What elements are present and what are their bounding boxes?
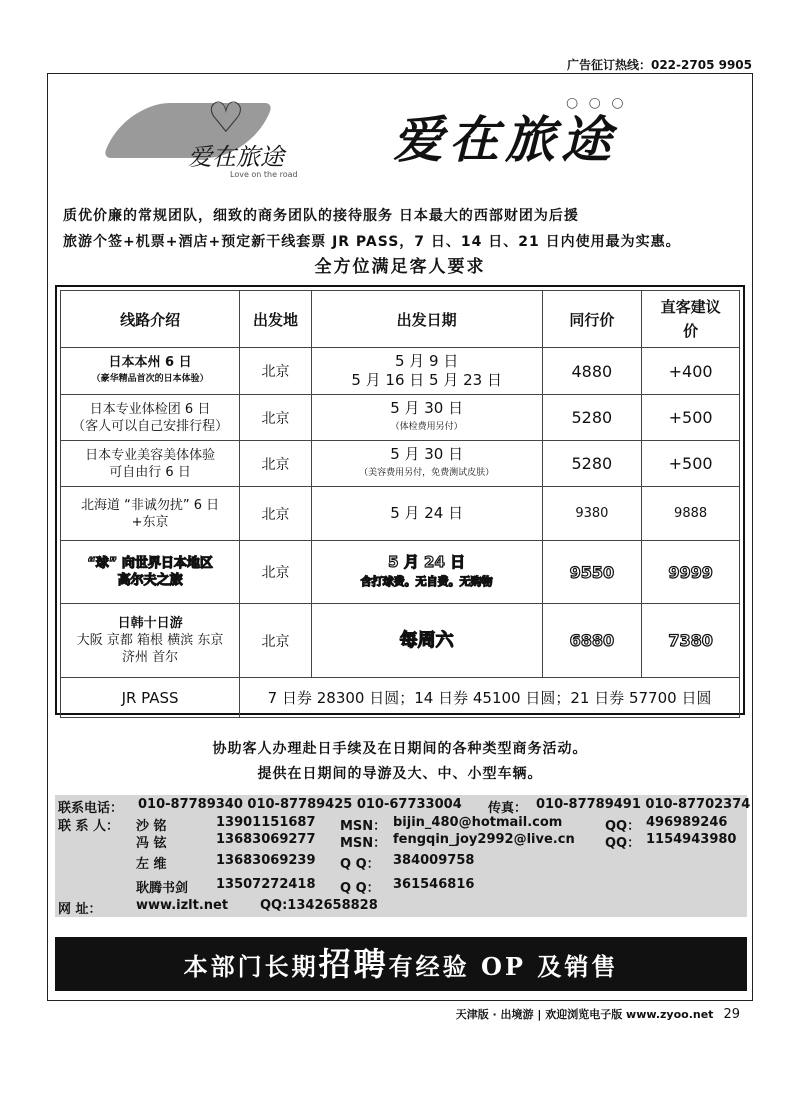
heart-icon: ♡: [207, 93, 245, 142]
retail-price-cell: +500: [642, 441, 740, 487]
person-label: 联 系 人：: [58, 819, 120, 834]
date-cell: 每周六: [311, 604, 542, 678]
person-im-label: Q Q：: [340, 881, 380, 896]
person-im: 384009758: [393, 853, 475, 868]
bubbles-decoration: ○ ○ ○: [566, 95, 627, 111]
header-from: 出发地: [240, 291, 312, 348]
table-row: [61, 487, 740, 541]
retail-price-cell: 7380: [642, 604, 740, 678]
table-row: [61, 395, 740, 441]
header-peer-price: 同行价: [542, 291, 642, 348]
person-qq: 1154943980: [646, 832, 737, 847]
route-cell: 日本专业体检团 6 日 （客人可以自己安排行程）: [61, 395, 240, 441]
web-label: 网 址：: [58, 902, 102, 917]
table-row: [61, 541, 740, 604]
ad-hotline: 广告征订热线：022-2705 9905: [566, 58, 752, 72]
peer-price-cell: 5280: [542, 441, 642, 487]
from-cell: 北京: [240, 348, 312, 395]
person-qq-label: QQ：: [605, 836, 641, 851]
banner-pre: 本部门长期: [183, 952, 319, 981]
contact-box: [55, 795, 751, 917]
assist-line-2: 提供在日期间的导游及大、中、小型车辆。: [257, 766, 543, 782]
person-im: 361546816: [393, 877, 475, 892]
retail-price-cell: +500: [642, 395, 740, 441]
peer-price-cell: 9380: [542, 487, 642, 541]
date-cell: 5 月 30 日 （体检费用另付）: [311, 395, 542, 441]
route-cell: 日本专业美容美体体验 可自由行 6 日: [61, 441, 240, 487]
person-qq-label: QQ：: [605, 819, 641, 834]
intro-line-1: 质优价廉的常规团队，细致的商务团队的接待服务 日本最大的西部财团为后援: [63, 208, 579, 224]
person-im-label: MSN：: [340, 819, 387, 834]
from-cell: 北京: [240, 541, 312, 604]
table-header: [61, 291, 740, 348]
person-tel: 13507272418: [216, 877, 316, 892]
peer-price-cell: 6880: [542, 604, 642, 678]
from-cell: 北京: [240, 487, 312, 541]
date-cell: 5 月 24 日: [311, 487, 542, 541]
table-row: [61, 441, 740, 487]
peer-price-cell: 9550: [542, 541, 642, 604]
website-link[interactable]: www.izlt.net: [136, 898, 229, 913]
retail-price-cell: +400: [642, 348, 740, 395]
logo-left-sub: Love on the road: [230, 170, 298, 179]
person-qq: 496989246: [646, 815, 728, 830]
jr-pass-label: JR PASS: [61, 678, 240, 718]
intro-line-2: 旅游个签+机票+酒店+预定新干线套票 JR PASS，7 日、14 日、21 日内使用最为实惠。: [63, 234, 681, 250]
date-cell: 5 月 24 日 含打球费。无自费。无购物: [311, 541, 542, 604]
header-date: 出发日期: [311, 291, 542, 348]
assist-line-1: 协助客人办理赴日手续及在日期间的各种类型商务活动。: [212, 741, 588, 757]
person-tel: 13901151687: [216, 815, 316, 830]
web-qq: QQ:1342658828: [260, 898, 378, 913]
recruit-banner: [55, 937, 747, 991]
person-name: 耿腾书剑: [136, 881, 189, 896]
jr-pass-row: [61, 678, 740, 718]
logo-left: [113, 93, 313, 183]
phone-label: 联系电话：: [58, 801, 124, 816]
route-cell: “球” 向世界日本地区 高尔夫之旅: [61, 541, 240, 604]
date-cell: 5 月 9 日 5 月 16 日 5 月 23 日: [311, 348, 542, 395]
route-cell: 日本本州 6 日 （豪华精品首次的日本体验）: [61, 348, 240, 395]
person-im-label: MSN：: [340, 836, 387, 851]
peer-price-cell: 5280: [542, 395, 642, 441]
jr-pass-prices: 7 日券 28300 日圆；14 日券 45100 日圆；21 日券 57700 日圆: [240, 678, 740, 718]
retail-price-cell: 9888: [642, 487, 740, 541]
from-cell: 北京: [240, 441, 312, 487]
logo-left-name: 爱在旅途: [188, 143, 284, 171]
footer-text: 天津版 · 出境游 | 欢迎浏览电子版 www.zyoo.net: [455, 1008, 714, 1021]
header-retail-price: 直客建议价: [642, 291, 740, 348]
person-name: 沙 铭: [136, 819, 167, 834]
route-cell: 日韩十日游 大阪 京都 箱根 横滨 东京 济州 首尔: [61, 604, 240, 678]
peer-price-cell: 4880: [542, 348, 642, 395]
from-cell: 北京: [240, 395, 312, 441]
table-row: [61, 604, 740, 678]
fax-label: 传真：: [488, 801, 528, 816]
fax-numbers: 010-87789491 010-87702374: [536, 797, 751, 812]
person-tel: 13683069239: [216, 853, 316, 868]
logo-right: 爱在旅途: [393, 110, 617, 169]
page-number: 29: [723, 1007, 740, 1022]
footer: [456, 1006, 740, 1022]
person-name: 左 维: [136, 857, 167, 872]
banner-highlight: 招聘: [318, 945, 389, 983]
person-tel: 13683069277: [216, 832, 316, 847]
date-cell: 5 月 30 日 （美容费用另付，免费测试皮肤）: [311, 441, 542, 487]
route-table: [55, 285, 745, 715]
table-row: [61, 348, 740, 395]
retail-price-cell: 9999: [642, 541, 740, 604]
headline: 全方位满足客人要求: [314, 257, 486, 277]
person-im: bijin_480@hotmail.com: [393, 815, 563, 830]
banner-post: 有经验 OP 及销售: [388, 952, 619, 981]
person-name: 冯 铉: [136, 836, 167, 851]
route-cell: 北海道 “非诚勿扰” 6 日 +东京: [61, 487, 240, 541]
phone-numbers: 010-87789340 010-87789425 010-67733004: [138, 797, 462, 812]
person-im-label: Q Q：: [340, 857, 380, 872]
from-cell: 北京: [240, 604, 312, 678]
header-route: 线路介绍: [61, 291, 240, 348]
person-im: fengqin_joy2992@live.cn: [393, 832, 575, 847]
